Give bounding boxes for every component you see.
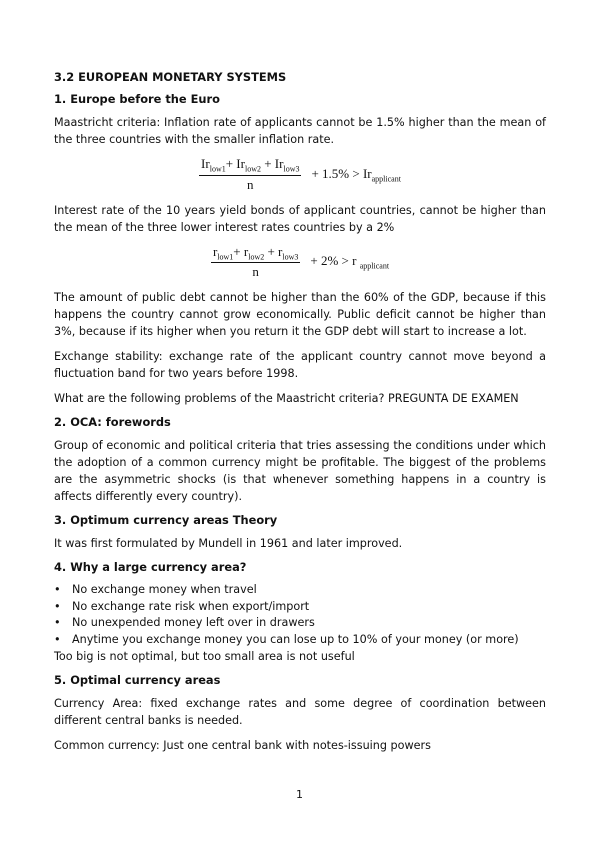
formula-comparison: + $1.5\% > Ir_{applicant}$: [311, 165, 401, 184]
section-heading: 4. Why a large currency area?: [54, 560, 247, 575]
paragraph: Currency Area: fixed exchange rates and some degree of coordination between different central banks is needed.: [54, 697, 546, 728]
bullet-icon: •: [54, 599, 61, 613]
paragraph: Group of economic and political criteria that tries assessing the conditions under which the adoption of a common currency might be profitable. The biggest of the problems are the asymmetric shocks (is that whenever something happens in a country is affects differently every country).: [54, 439, 546, 504]
section-heading: 1. Europe before the Euro: [54, 92, 220, 106]
section-heading: 3. Optimum currency areas Theory: [54, 513, 278, 528]
interest-formula: [54, 244, 546, 281]
document-title: 3.2 EUROPEAN MONETARY SYSTEMS: [54, 70, 287, 84]
list-item: • No exchange rate risk when export/import: [54, 599, 546, 616]
section-heading: 5. Optimal currency areas: [54, 673, 221, 688]
list-item: • Anytime you exchange money you can lose up to 10% of your money (or more): [54, 632, 546, 649]
paragraph: It was first formulated by Mundell in 1961 and later improved.: [54, 537, 403, 551]
paragraph: What are the following problems of the Maastricht criteria? PREGUNTA DE EXAMEN: [54, 392, 519, 406]
paragraph: Common currency: Just one central bank with notes-issuing powers: [54, 739, 431, 753]
bullet-icon: •: [54, 632, 61, 646]
page-number: 1: [296, 788, 303, 801]
bullet-icon: •: [54, 616, 61, 630]
formula-fraction: [211, 244, 300, 281]
paragraph: Too big is not optimal, but too small area is not useful: [54, 650, 355, 664]
list-item: • No exchange money when travel: [54, 582, 546, 599]
list-item: • No unexpended money left over in drawers: [54, 615, 546, 632]
section-heading: 2. OCA: forewords: [54, 415, 171, 430]
bullet-icon: •: [54, 583, 61, 597]
formula-denominator: n: [252, 264, 259, 280]
formula-denominator: n: [247, 176, 254, 192]
formula-numerator: $Ir_{low1}+ Ir_{low2} + Ir_{low3}$: [201, 156, 300, 174]
paragraph: The amount of public debt cannot be higher than the 60% of the GDP, because if this happens the country cannot grow economically. Public deficit cannot be higher than 3%, because if its higher when you return it the GDP debt will start to increase a lot.: [54, 291, 546, 339]
paragraph: Exchange stability: exchange rate of the applicant country cannot move beyond a fluctuation band for two years before 1998.: [54, 350, 546, 381]
document-page: [54, 70, 546, 762]
formula-fraction: [199, 156, 301, 193]
formula-numerator: $r_{low1}+ r_{low2} + r_{low3}$: [212, 243, 299, 262]
formula-comparison: + 2% > r $_{applicant}$: [310, 253, 390, 271]
paragraph: Maastricht criteria: Inflation rate of applicants cannot be 1.5% higher than the mean of the three countries with the smaller inflation rate.: [54, 116, 546, 146]
inflation-formula: [54, 156, 546, 193]
bullet-list: [54, 582, 546, 648]
paragraph: Interest rate of the 10 years yield bonds of applicant countries, cannot be higher than the mean of the three lower interest rates countries by a 2%: [54, 203, 546, 234]
